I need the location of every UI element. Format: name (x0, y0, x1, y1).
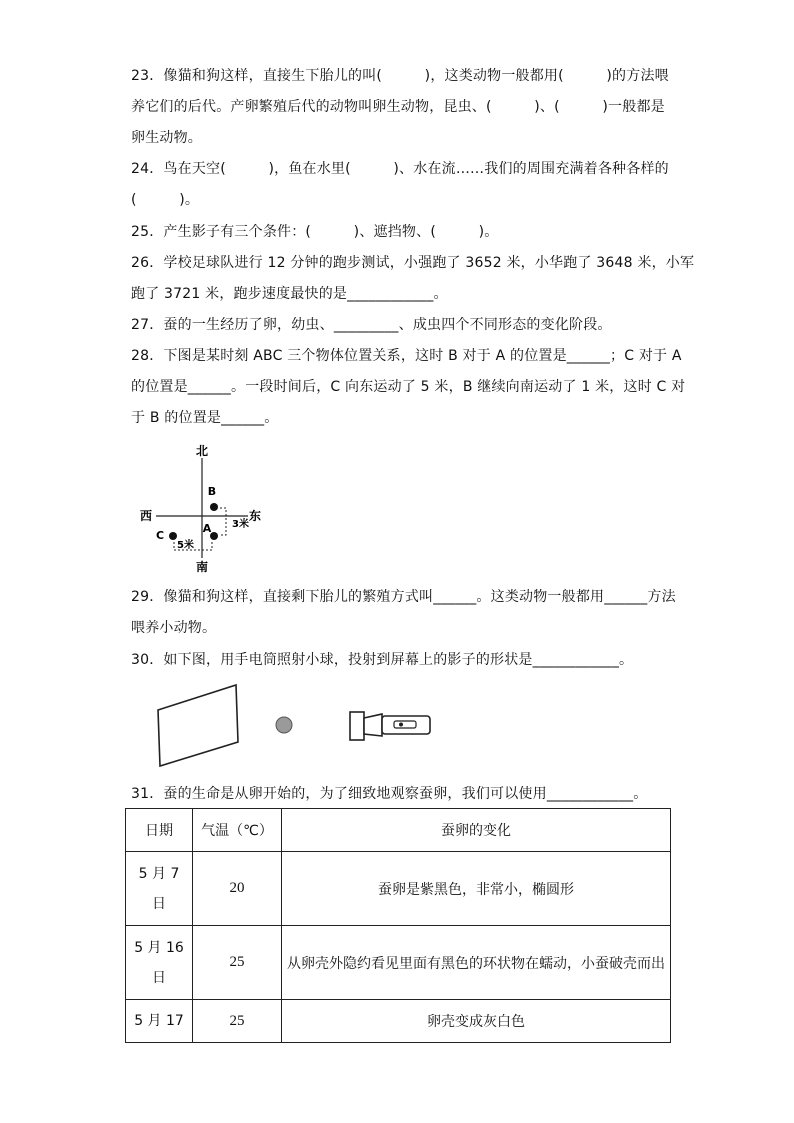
q27-line1: 27．蚕的一生经历了卵，幼虫、_________、成虫四个不同形态的变化阶段。 (131, 317, 612, 333)
q28-line3: 于 B 的位置是______。 (131, 410, 279, 426)
row1-date-line1: 5 月 7 (138, 865, 180, 882)
point-a-label: A (202, 522, 212, 535)
silkworm-egg-table (125, 808, 671, 1043)
row2-date (126, 926, 193, 1000)
q31-line1: 31．蚕的生命是从卵开始的，为了细致地观察蚕卵，我们可以使用____________。 (131, 786, 648, 802)
table-header-row (126, 809, 671, 852)
row2-date-line1: 5 月 16 (134, 939, 184, 956)
q29-line2: 喂养小动物。 (131, 620, 217, 636)
flashlight-figure (150, 680, 440, 770)
label-3m: 3米 (232, 519, 249, 530)
screen-icon (158, 685, 238, 766)
table-row (126, 852, 671, 926)
point-c-label: C (155, 529, 165, 542)
row1-egg-change: 蚕卵是紫黑色，非常小，椭圆形 (282, 852, 671, 926)
header-date: 日期 (126, 809, 193, 852)
flashlight-diagram (150, 680, 440, 770)
flashlight-icon (350, 712, 430, 740)
row1-date-line2: 日 (152, 895, 166, 912)
west-label: 西 (139, 509, 153, 523)
q28-line1: 28．下图是某时刻 ABC 三个物体位置关系，这时 B 对于 A 的位置是______；C 对于 A (131, 348, 682, 364)
q26-line1: 26．学校足球队进行 12 分钟的跑步测试，小强跑了 3652 米，小华跑了 3648 米，小军 (131, 255, 695, 271)
point-b-label: B (207, 485, 217, 498)
row3-temperature: 25 (193, 1000, 282, 1043)
header-temperature: 气温（℃） (193, 809, 282, 852)
q25-line1: 25．产生影子有三个条件：( )、遮挡物、( )。 (131, 224, 499, 240)
south-label: 南 (195, 560, 209, 574)
row3-date (126, 1000, 193, 1043)
q26-line2: 跑了 3721 米，跑步速度最快的是____________。 (131, 286, 448, 302)
row3-egg-change: 卵壳变成灰白色 (282, 1000, 671, 1043)
row1-temperature: 20 (193, 852, 282, 926)
north-label: 北 (195, 444, 209, 458)
q28-line2: 的位置是______。一段时间后，C 向东运动了 5 米，B 继续向南运动了 1 米，这时 C 对 (131, 379, 686, 395)
point-b (210, 503, 218, 511)
q29-line1: 29．像猫和狗这样，直接剩下胎儿的繁殖方式叫______。这类动物一般都用______方法 (131, 589, 676, 605)
q30-line1: 30．如下图，用手电筒照射小球，投射到屏幕上的影子的形状是____________。 (131, 652, 634, 668)
row1-date (126, 852, 193, 926)
q23-line2: 养它们的后代。产卵繁殖后代的动物叫卵生动物，昆虫、( )、( )一般都是 (131, 99, 665, 115)
label-5m: 5米 (177, 540, 194, 551)
compass-diagram (136, 440, 266, 574)
compass-position-figure (136, 440, 266, 574)
q24-line1: 24．鸟在天空( )，鱼在水里( )、水在流……我们的周围充满着各种各样的 (131, 161, 669, 177)
q23-line3: 卵生动物。 (131, 130, 202, 146)
row2-temperature: 25 (193, 926, 282, 1000)
point-c (169, 532, 177, 540)
header-egg-change: 蚕卵的变化 (282, 809, 671, 852)
table-row (126, 1000, 671, 1043)
row2-date-line2: 日 (152, 969, 166, 986)
ball-icon (276, 717, 292, 733)
q23-line1: 23．像猫和狗这样，直接生下胎儿的叫( )，这类动物一般都用( )的方法喂 (131, 68, 669, 84)
row3-date-line1: 5 月 17 (134, 1013, 184, 1029)
east-label: 东 (248, 509, 262, 523)
table-row (126, 926, 671, 1000)
row2-egg-change: 从卵壳外隐约看见里面有黑色的环状物在蠕动，小蚕破壳而出 (282, 926, 671, 1000)
q24-line2: ( )。 (131, 192, 200, 208)
